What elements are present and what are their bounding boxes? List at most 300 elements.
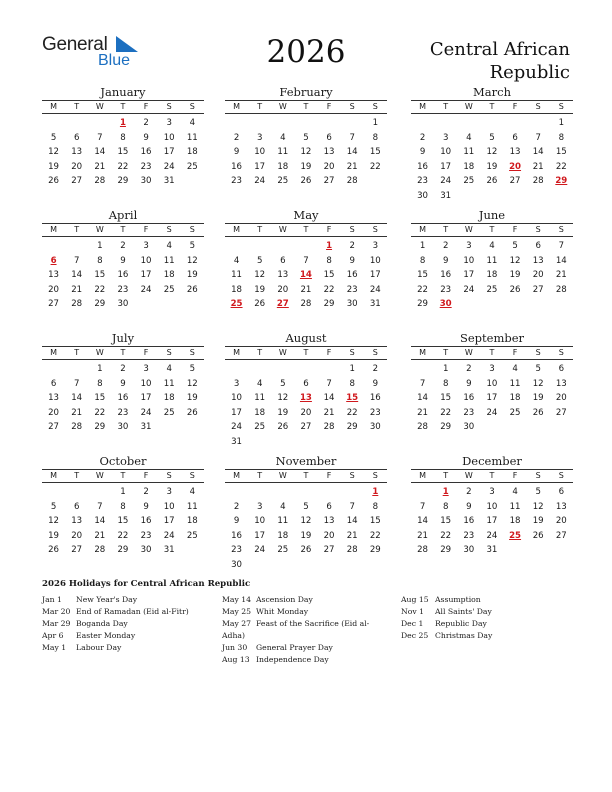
- day-cell: 18: [186, 147, 198, 157]
- empty-cell: [42, 116, 65, 131]
- weekday-label: F: [143, 471, 149, 480]
- day-cell: 20: [71, 530, 83, 541]
- day-cell: 10: [163, 501, 175, 512]
- day-cell: 16: [117, 393, 129, 403]
- day-cell: 8: [97, 255, 103, 266]
- day-cell: 28: [94, 176, 106, 186]
- day-cell: 18: [163, 270, 175, 280]
- empty-cell: [88, 116, 111, 131]
- day-cell: 15: [94, 270, 106, 280]
- day-cell: 29: [440, 422, 452, 432]
- empty-cell: [42, 485, 65, 500]
- day-cell: 14: [94, 147, 106, 157]
- day-cell: 22: [94, 284, 106, 295]
- day-cell: 3: [143, 241, 149, 251]
- day-cell: 30: [369, 422, 381, 432]
- country-line-1: Central African: [429, 39, 570, 60]
- day-cell: 18: [277, 161, 289, 172]
- holiday-entry: [42, 606, 212, 618]
- empty-cell: [527, 116, 550, 131]
- month-name: July: [111, 331, 135, 345]
- day-cell: 5: [535, 364, 541, 374]
- holiday-name: Easter Monday: [76, 631, 136, 640]
- weekday-label: F: [512, 225, 518, 234]
- day-cell: 7: [97, 501, 103, 512]
- day-cell: 24: [440, 176, 452, 186]
- day-cell: 13: [555, 378, 567, 389]
- weekday-label: W: [464, 348, 473, 357]
- day-cell: 1: [97, 241, 103, 251]
- holiday-entry: [222, 594, 392, 606]
- month-april: [42, 208, 204, 312]
- empty-cell: [248, 485, 271, 500]
- day-cell: 11: [163, 378, 175, 389]
- day-cell: 28: [323, 422, 335, 432]
- day-grid: [411, 483, 573, 558]
- empty-cell: [411, 485, 434, 500]
- day-cell: 16: [231, 530, 243, 541]
- day-cell: 3: [256, 501, 263, 512]
- weekday-label: T: [74, 102, 80, 111]
- weekday-label: M: [419, 102, 427, 111]
- day-cell: 11: [486, 255, 498, 266]
- day-cell: 31: [486, 545, 498, 555]
- holiday-day-cell: 1: [442, 487, 449, 497]
- day-cell: 21: [555, 270, 567, 280]
- day-cell: 15: [440, 516, 452, 526]
- holiday-name: Assumption: [435, 595, 481, 604]
- weekday-label: T: [303, 102, 309, 111]
- weekday-label: S: [166, 471, 172, 480]
- day-cell: 28: [71, 422, 83, 432]
- day-cell: 20: [48, 284, 60, 295]
- empty-cell: [411, 362, 434, 377]
- day-cell: 22: [94, 407, 106, 418]
- empty-cell: [65, 239, 88, 254]
- day-cell: 6: [558, 487, 565, 497]
- day-cell: 13: [555, 501, 567, 512]
- day-cell: 20: [300, 407, 312, 418]
- holiday-name: Feast of the Sacrifice (Eid al-: [256, 619, 370, 628]
- day-cell: 4: [256, 378, 263, 389]
- day-cell: 16: [463, 393, 475, 403]
- weekday-label: S: [372, 225, 378, 234]
- holiday-entry-continued: [222, 630, 392, 642]
- day-cell: 18: [163, 393, 175, 403]
- weekday-label: S: [372, 471, 378, 480]
- day-cell: 13: [48, 393, 60, 403]
- day-cell: 14: [346, 147, 358, 157]
- day-cell: 26: [48, 176, 60, 186]
- day-cell: 22: [369, 530, 381, 541]
- day-cell: 28: [346, 176, 358, 186]
- weekday-label: W: [464, 225, 473, 234]
- day-cell: 8: [372, 132, 379, 143]
- day-cell: 16: [440, 270, 452, 280]
- day-grid: [42, 483, 204, 558]
- day-cell: 31: [163, 176, 175, 186]
- holiday-date: Mar 20: [42, 607, 71, 616]
- day-cell: 18: [463, 161, 475, 172]
- day-grid: [225, 114, 387, 189]
- day-cell: 5: [189, 364, 196, 374]
- day-cell: 7: [349, 501, 355, 512]
- weekday-label: F: [143, 102, 149, 111]
- weekday-label: W: [278, 102, 287, 111]
- day-cell: 4: [280, 132, 286, 143]
- holiday-day-cell: 25: [509, 530, 522, 541]
- day-cell: 21: [346, 161, 358, 172]
- day-cell: 8: [97, 378, 103, 389]
- holiday-entry: [222, 606, 392, 618]
- holiday-name: All Saints' Day: [435, 607, 492, 616]
- day-cell: 19: [186, 270, 198, 280]
- day-cell: 7: [349, 132, 355, 143]
- day-cell: 21: [94, 530, 106, 541]
- weekday-header: [225, 469, 387, 483]
- day-cell: 4: [512, 487, 518, 497]
- weekday-label: W: [278, 471, 287, 480]
- day-cell: 12: [48, 147, 60, 157]
- day-cell: 11: [509, 501, 521, 512]
- month-name: October: [99, 454, 147, 468]
- holiday-date: Jun 30: [222, 643, 248, 652]
- holiday-name: Christmas Day: [435, 631, 493, 640]
- day-cell: 8: [558, 132, 565, 143]
- day-cell: 9: [120, 378, 126, 389]
- day-cell: 17: [140, 393, 152, 403]
- month-may: [225, 208, 387, 312]
- empty-cell: [65, 116, 88, 131]
- holiday-name: Independence Day: [256, 655, 329, 664]
- weekday-label: T: [257, 348, 263, 357]
- day-cell: 20: [323, 161, 335, 172]
- empty-cell: [225, 362, 248, 377]
- day-cell: 7: [419, 378, 426, 389]
- day-cell: 12: [486, 147, 498, 157]
- empty-cell: [504, 116, 527, 131]
- weekday-label: F: [326, 471, 332, 480]
- day-cell: 6: [303, 378, 309, 389]
- weekday-label: W: [95, 348, 104, 357]
- day-cell: 7: [326, 378, 332, 389]
- day-cell: 10: [486, 378, 498, 389]
- day-cell: 27: [555, 407, 567, 418]
- holiday-name: Republic Day: [435, 619, 487, 628]
- day-cell: 14: [417, 516, 429, 526]
- day-cell: 8: [349, 378, 355, 389]
- weekday-label: S: [189, 102, 195, 111]
- day-cell: 24: [486, 530, 498, 541]
- empty-cell: [248, 239, 271, 254]
- holiday-name: General Prayer Day: [256, 643, 333, 652]
- day-cell: 22: [117, 161, 129, 172]
- day-cell: 5: [50, 501, 57, 512]
- day-cell: 10: [440, 147, 452, 157]
- day-cell: 25: [509, 407, 521, 418]
- holiday-name: New Year's Day: [76, 595, 138, 604]
- day-cell: 26: [186, 284, 198, 295]
- weekday-label: S: [349, 348, 355, 357]
- month-july: [42, 331, 204, 435]
- day-cell: 24: [463, 284, 475, 295]
- weekday-label: T: [120, 102, 126, 111]
- weekday-label: F: [326, 102, 332, 111]
- day-cell: 9: [442, 255, 449, 266]
- day-cell: 4: [189, 487, 196, 497]
- day-cell: 8: [372, 501, 379, 512]
- day-cell: 28: [71, 299, 83, 309]
- day-cell: 19: [186, 393, 198, 403]
- weekday-label: F: [326, 348, 332, 357]
- holiday-day-cell: 27: [276, 299, 289, 309]
- day-cell: 19: [48, 530, 60, 541]
- weekday-label: T: [443, 348, 449, 357]
- holiday-day-cell: 30: [439, 299, 452, 309]
- holiday-day-cell: 29: [555, 176, 568, 186]
- month-june: [411, 208, 573, 312]
- day-cell: 26: [532, 407, 544, 418]
- day-cell: 19: [300, 530, 312, 541]
- day-cell: 16: [346, 270, 358, 280]
- day-cell: 28: [94, 545, 106, 555]
- empty-cell: [225, 116, 248, 131]
- day-cell: 29: [117, 545, 129, 555]
- holiday-name: Whit Monday: [256, 607, 309, 616]
- day-cell: 29: [323, 299, 335, 309]
- weekday-label: W: [278, 348, 287, 357]
- weekday-label: T: [489, 471, 495, 480]
- day-cell: 23: [117, 284, 129, 295]
- weekday-header: [225, 223, 387, 237]
- day-cell: 22: [369, 161, 381, 172]
- day-cell: 4: [189, 118, 196, 128]
- day-cell: 21: [417, 530, 429, 541]
- day-cell: 1: [349, 364, 355, 374]
- day-cell: 12: [254, 270, 266, 280]
- day-cell: 21: [94, 161, 106, 172]
- day-cell: 29: [417, 299, 429, 309]
- day-cell: 25: [277, 545, 289, 555]
- day-cell: 11: [509, 378, 521, 389]
- day-cell: 23: [140, 161, 152, 172]
- holiday-date: May 25: [222, 607, 252, 616]
- day-cell: 27: [323, 545, 335, 555]
- month-march: [411, 85, 573, 203]
- day-cell: 11: [277, 147, 289, 157]
- holiday-name-continued: Adha): [222, 631, 246, 640]
- day-cell: 28: [417, 545, 429, 555]
- day-cell: 3: [442, 132, 449, 143]
- day-cell: 21: [300, 284, 312, 295]
- day-cell: 3: [143, 364, 149, 374]
- day-cell: 16: [417, 161, 429, 172]
- day-cell: 17: [369, 270, 381, 280]
- holiday-entry: [42, 594, 212, 606]
- weekday-header: [411, 346, 573, 360]
- day-cell: 17: [163, 516, 175, 526]
- weekday-label: F: [512, 348, 518, 357]
- empty-cell: [42, 362, 65, 377]
- day-cell: 6: [535, 241, 541, 251]
- day-cell: 10: [163, 132, 175, 143]
- day-cell: 5: [303, 501, 309, 512]
- day-cell: 25: [277, 176, 289, 186]
- day-cell: 31: [231, 436, 243, 447]
- empty-cell: [65, 362, 88, 377]
- day-cell: 27: [300, 422, 312, 432]
- day-cell: 12: [300, 147, 312, 157]
- day-cell: 2: [372, 364, 379, 374]
- month-october: [42, 454, 204, 558]
- day-cell: 6: [558, 364, 565, 374]
- weekday-label: S: [166, 348, 172, 357]
- weekday-label: T: [74, 471, 80, 480]
- weekday-label: T: [303, 225, 309, 234]
- month-january: [42, 85, 204, 189]
- day-cell: 11: [277, 516, 289, 526]
- day-cell: 20: [555, 393, 567, 403]
- day-cell: 7: [73, 378, 80, 389]
- day-cell: 17: [231, 407, 243, 418]
- weekday-label: S: [372, 102, 378, 111]
- empty-cell: [225, 239, 248, 254]
- day-cell: 25: [163, 407, 175, 418]
- day-cell: 23: [417, 176, 429, 186]
- day-cell: 25: [163, 284, 175, 295]
- empty-cell: [294, 362, 317, 377]
- day-cell: 14: [94, 516, 106, 526]
- day-cell: 23: [140, 530, 152, 541]
- empty-cell: [341, 116, 364, 131]
- day-cell: 11: [186, 501, 198, 512]
- day-cell: 26: [509, 284, 521, 295]
- day-cell: 24: [163, 161, 175, 172]
- weekday-label: T: [489, 102, 495, 111]
- weekday-label: M: [50, 225, 58, 234]
- day-cell: 30: [231, 559, 243, 570]
- weekday-label: M: [50, 471, 58, 480]
- empty-cell: [318, 485, 341, 500]
- weekday-label: T: [489, 225, 495, 234]
- weekday-label: S: [189, 471, 195, 480]
- country-name: [370, 38, 570, 84]
- day-cell: 24: [163, 530, 175, 541]
- day-cell: 21: [532, 161, 544, 172]
- month-name: May: [293, 208, 319, 222]
- day-cell: 15: [369, 516, 381, 526]
- month-name: February: [279, 85, 333, 99]
- day-cell: 10: [140, 378, 152, 389]
- day-cell: 27: [509, 176, 521, 186]
- day-cell: 19: [300, 161, 312, 172]
- day-cell: 3: [256, 132, 263, 143]
- day-cell: 2: [442, 241, 449, 251]
- day-cell: 12: [48, 516, 60, 526]
- weekday-label: S: [166, 102, 172, 111]
- day-cell: 17: [463, 270, 475, 280]
- holiday-column: [222, 594, 392, 666]
- weekday-label: M: [50, 102, 58, 111]
- day-cell: 18: [277, 530, 289, 541]
- day-cell: 22: [440, 530, 452, 541]
- holiday-day-cell: 25: [230, 299, 243, 309]
- day-cell: 17: [486, 393, 498, 403]
- day-cell: 27: [71, 176, 83, 186]
- day-cell: 11: [163, 255, 175, 266]
- day-cell: 28: [532, 176, 544, 186]
- day-cell: 15: [417, 270, 429, 280]
- holiday-entry: [222, 654, 392, 666]
- weekday-label: S: [349, 102, 355, 111]
- holiday-date: Apr 6: [42, 631, 64, 640]
- day-cell: 23: [231, 545, 243, 555]
- weekday-label: F: [512, 471, 518, 480]
- holiday-day-cell: 1: [119, 118, 126, 128]
- day-cell: 7: [97, 132, 103, 143]
- day-grid: [42, 237, 204, 312]
- day-cell: 10: [231, 393, 243, 403]
- holiday-name: Labour Day: [76, 643, 122, 652]
- day-cell: 11: [186, 132, 198, 143]
- day-cell: 5: [512, 241, 518, 251]
- day-cell: 27: [48, 422, 60, 432]
- weekday-label: W: [278, 225, 287, 234]
- weekday-header: [411, 223, 573, 237]
- year-title: 2026: [266, 34, 346, 70]
- day-cell: 3: [489, 487, 495, 497]
- weekday-label: S: [535, 348, 541, 357]
- day-cell: 3: [489, 364, 495, 374]
- day-cell: 24: [254, 545, 266, 555]
- day-cell: 22: [555, 161, 567, 172]
- day-cell: 19: [532, 516, 544, 526]
- weekday-label: M: [233, 225, 241, 234]
- day-cell: 25: [186, 161, 198, 172]
- weekday-label: M: [419, 348, 427, 357]
- empty-cell: [457, 116, 480, 131]
- weekday-label: T: [120, 348, 126, 357]
- day-cell: 22: [323, 284, 335, 295]
- weekday-header: [225, 100, 387, 114]
- day-cell: 2: [233, 501, 240, 512]
- day-cell: 17: [254, 530, 266, 541]
- day-cell: 25: [486, 284, 498, 295]
- day-cell: 26: [277, 422, 289, 432]
- holiday-name: Boganda Day: [76, 619, 128, 628]
- day-cell: 26: [300, 176, 312, 186]
- weekday-header: [42, 346, 204, 360]
- day-cell: 4: [512, 364, 518, 374]
- empty-cell: [65, 485, 88, 500]
- day-cell: 12: [532, 501, 544, 512]
- day-cell: 29: [369, 545, 381, 555]
- holiday-entry: [222, 642, 392, 654]
- day-cell: 23: [346, 284, 358, 295]
- day-cell: 24: [140, 407, 152, 418]
- day-cell: 29: [117, 176, 129, 186]
- day-cell: 19: [486, 161, 498, 172]
- month-december: [411, 454, 573, 558]
- day-cell: 9: [349, 255, 355, 266]
- day-cell: 15: [555, 147, 567, 157]
- empty-cell: [341, 485, 364, 500]
- empty-cell: [434, 116, 457, 131]
- holiday-date: May 1: [42, 643, 67, 652]
- day-cell: 8: [442, 501, 449, 512]
- day-cell: 16: [117, 270, 129, 280]
- day-cell: 14: [346, 516, 358, 526]
